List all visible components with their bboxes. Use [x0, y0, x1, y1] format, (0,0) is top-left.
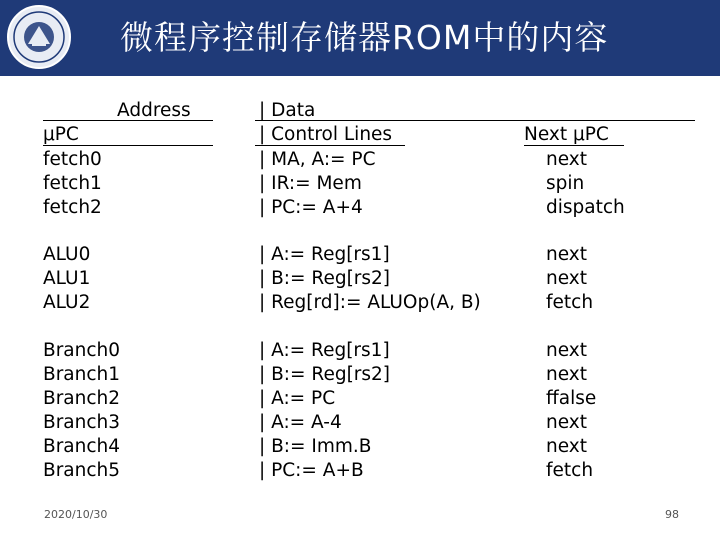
next-cell: fetch [546, 292, 594, 313]
control-cell: | PC:= A+B [259, 460, 364, 481]
control-cell: | B:= Imm.B [259, 436, 372, 457]
control-cell: | IR:= Mem [259, 173, 362, 194]
control-cell: | A:= PC [259, 388, 336, 409]
address-cell: Branch0 [43, 340, 121, 361]
control-cell: | MA, A:= PC [259, 149, 376, 170]
next-cell: next [546, 244, 587, 265]
next-cell: fetch [546, 460, 594, 481]
university-seal-icon [6, 4, 72, 70]
next-upc-header: Next μPC [524, 124, 609, 145]
data-header-rule [255, 120, 695, 121]
address-cell: ALU0 [43, 244, 91, 265]
address-header-rule [43, 120, 213, 121]
address-cell: fetch0 [43, 149, 102, 170]
address-cell: fetch1 [43, 173, 102, 194]
control-cell: | B:= Reg[rs2] [259, 268, 391, 289]
next-cell: dispatch [546, 197, 625, 218]
title-bar [0, 0, 720, 76]
upc-label: μPC [43, 124, 79, 145]
footer-date: 2020/10/30 [44, 508, 108, 521]
page-number: 98 [665, 508, 679, 521]
next-upc-rule [524, 145, 624, 146]
next-cell: next [546, 268, 587, 289]
address-header: Address [117, 100, 191, 121]
page-title: 微程序控制存储器ROM中的内容 [120, 18, 609, 57]
next-cell: next [546, 436, 587, 457]
data-header: | Data [259, 100, 316, 121]
next-cell: ffalse [546, 388, 597, 409]
address-cell: ALU2 [43, 292, 91, 313]
address-cell: ALU1 [43, 268, 91, 289]
control-cell: | Reg[rd]:= ALUOp(A, B) [259, 292, 481, 313]
next-cell: next [546, 364, 587, 385]
control-cell: | PC:= A+4 [259, 197, 363, 218]
control-lines-header: | Control Lines [259, 124, 393, 145]
address-cell: fetch2 [43, 197, 102, 218]
control-lines-rule [255, 145, 405, 146]
control-cell: | B:= Reg[rs2] [259, 364, 391, 385]
control-cell: | A:= A-4 [259, 412, 342, 433]
address-cell: Branch1 [43, 364, 121, 385]
address-cell: Branch3 [43, 412, 121, 433]
next-cell: next [546, 340, 587, 361]
address-cell: Branch4 [43, 436, 121, 457]
address-cell: Branch5 [43, 460, 121, 481]
next-cell: next [546, 149, 587, 170]
next-cell: spin [546, 173, 585, 194]
control-cell: | A:= Reg[rs1] [259, 340, 390, 361]
next-cell: next [546, 412, 587, 433]
control-cell: | A:= Reg[rs1] [259, 244, 390, 265]
upc-rule [43, 145, 213, 146]
address-cell: Branch2 [43, 388, 121, 409]
